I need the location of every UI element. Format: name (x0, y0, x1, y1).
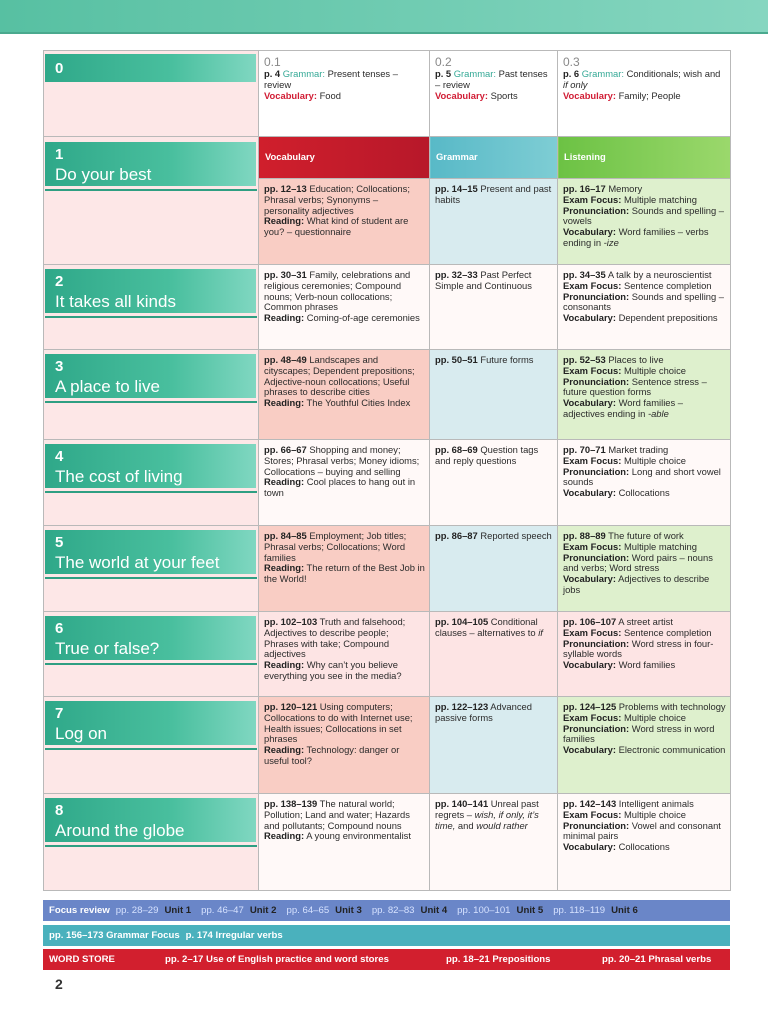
lesson-0-2 (430, 51, 558, 137)
page-ref: pp. 124–125 (563, 701, 617, 712)
pronunciation-label: Pronunciation: (563, 290, 630, 302)
vocabulary-label: Vocabulary: (563, 397, 616, 409)
exam-focus-text: Multiple choice (623, 364, 686, 376)
unit-cell-1 (44, 145, 259, 265)
unit-row-5 (44, 526, 731, 612)
grammar-topic (435, 445, 553, 467)
unit-underline (45, 189, 257, 191)
unit-number: 1 (55, 145, 64, 163)
page-ref: pp. 120–121 (264, 701, 318, 712)
pronunciation-text: Vowel and consonant minimal pairs (563, 819, 721, 842)
page-ref: pp. 48–49 (264, 354, 307, 365)
page-ref: pp. 140–141 (435, 798, 489, 809)
vocabulary-cell (259, 350, 430, 440)
exam-focus-label: Exam Focus: (563, 454, 622, 466)
unit-underline (45, 316, 257, 318)
listening-text: Intelligent animals (618, 798, 694, 809)
vocabulary-text: Family; People (618, 89, 681, 101)
vocabulary-cell (259, 697, 430, 794)
vocabulary-label: Vocabulary: (563, 841, 616, 853)
grammar-topic (435, 355, 553, 366)
unit-label: Unit 1 (164, 905, 192, 916)
grammar-focus-bar (43, 925, 730, 946)
exam-focus-label: Exam Focus: (563, 193, 622, 205)
unit-number: 5 (55, 534, 64, 551)
vocabulary-italic: -able (647, 407, 669, 419)
page-ref: pp. 34–35 (563, 269, 606, 280)
topic-text: Family, celebrations and religious ceremonies; Compound nouns; Verb-noun collocations; Common phrases (264, 269, 411, 313)
grammar-label: Grammar: (453, 68, 496, 79)
vocabulary-text: Sports (490, 89, 518, 101)
unit-label: Unit 6 (611, 905, 638, 916)
page-ref: pp. 102–103 (264, 616, 318, 627)
grammar-topic (435, 799, 553, 831)
exam-focus-label: Exam Focus: (563, 711, 622, 723)
focus-review-item[interactable] (116, 905, 191, 916)
grammar-text: Reported speech (480, 530, 552, 541)
unit-number: 8 (55, 802, 64, 819)
grammar-text: Present tenses – review (264, 68, 398, 90)
unit-number: 6 (55, 620, 64, 637)
grammar-topic (435, 184, 553, 206)
page-ref: pp. 66–67 (264, 444, 307, 455)
grammar-topic (435, 270, 553, 292)
vocabulary-topics (264, 617, 425, 660)
listening-header: Listening (558, 137, 731, 179)
listening-text: Problems with technology (618, 701, 726, 712)
vocabulary-label: Vocabulary: (563, 89, 616, 101)
grammar-cell (430, 265, 558, 350)
contents-table (43, 50, 731, 891)
pronunciation-line (563, 639, 726, 661)
grammar-focus-link[interactable] (49, 930, 180, 941)
exam-focus-label: Exam Focus: (563, 626, 622, 638)
topic-text: Education; Collocations; Phrasal verbs; Synonyms – personality adjectives (264, 183, 410, 216)
pronunciation-label: Pronunciation: (563, 204, 630, 216)
grammar-text: Advanced passive forms (435, 701, 532, 723)
exam-focus-text: Multiple choice (623, 454, 686, 466)
vocabulary-topics (264, 270, 425, 313)
page-ref: pp. 50–51 (435, 354, 478, 365)
lesson-number: 0.3 (563, 55, 580, 69)
page-ref: pp. 28–29 (115, 905, 159, 916)
exam-focus-text: Multiple matching (623, 540, 697, 552)
unit-row-1 (44, 179, 731, 265)
unit-box-0[interactable] (45, 54, 256, 82)
pronunciation-text: Word stress in four-syllable words (563, 637, 714, 660)
vocabulary-text: Word families – adjectives ending in (563, 397, 684, 419)
irregular-verbs-label: Irregular verbs (215, 930, 283, 941)
unit-box-1[interactable] (45, 142, 256, 186)
exam-focus-text: Multiple choice (623, 808, 686, 820)
unit-box-6[interactable] (45, 616, 256, 660)
unit-cell-6 (44, 612, 259, 697)
exam-focus-label: Exam Focus: (563, 279, 622, 291)
page-ref: pp. 142–143 (563, 798, 617, 809)
unit-number: 3 (55, 358, 64, 375)
reading-text: What kind of student are you? – questionnaire (264, 215, 409, 238)
listening-cell (558, 697, 731, 794)
reading-text: Coming-of-age ceremonies (306, 312, 420, 324)
unit-cell-7 (44, 697, 259, 794)
grammar-text: Past Perfect Simple and Continuous (435, 269, 532, 291)
page-ref: pp. 32–33 (435, 269, 478, 280)
topic-text: Truth and falsehood; Adjectives to describe people; Phrases with take; Compound adjectives (264, 616, 406, 660)
page-ref: pp. 106–107 (563, 616, 617, 627)
unit-row-6 (44, 612, 731, 697)
vocabulary-label: Vocabulary: (563, 226, 616, 238)
page-ref: pp. 70–71 (563, 444, 606, 455)
grammar-label: Grammar: (581, 68, 624, 79)
unit-title: A place to live (55, 377, 160, 396)
unit-number: 7 (55, 705, 64, 722)
listening-cell (558, 179, 731, 265)
vocabulary-label: Vocabulary: (563, 487, 616, 499)
listening-text: The future of work (608, 530, 684, 541)
unit-row-0 (44, 51, 731, 137)
focus-review-label: Focus review (49, 905, 110, 916)
grammar-header: Grammar (430, 137, 558, 179)
unit-cell-3 (44, 350, 259, 440)
pronunciation-line (563, 553, 726, 575)
grammar-cell (430, 179, 558, 265)
unit-number: 4 (55, 448, 64, 465)
page-ref: p. 4 (264, 68, 281, 79)
focus-review-item[interactable] (553, 905, 638, 916)
page-ref: pp. 86–87 (435, 530, 478, 541)
vocabulary-text: Collocations (618, 841, 670, 853)
vocabulary-cell (259, 265, 430, 350)
topic-text: Shopping and money; Stores; Phrasal verbs; Money idioms; Collocations – buying and selling (264, 444, 420, 477)
vocabulary-line (563, 488, 726, 499)
pronunciation-label: Pronunciation: (563, 465, 630, 477)
page-ref: pp. 88–89 (563, 530, 606, 541)
vocabulary-cell (259, 794, 430, 891)
reading-line (264, 563, 425, 585)
unit-underline (45, 401, 257, 403)
word-store-bar (43, 949, 730, 970)
reading-text: A young environmentalist (306, 830, 411, 842)
reading-label: Reading: (264, 830, 305, 842)
vocabulary-line (563, 574, 726, 596)
pronunciation-line (563, 206, 726, 228)
page-ref: pp. 100–101 (457, 905, 511, 916)
reading-line (264, 831, 425, 842)
word-store-item[interactable]: pp. 2–17 Use of English practice and word stores (165, 954, 389, 965)
unit-title: Do your best (55, 164, 152, 184)
vocabulary-cell (259, 526, 430, 612)
vocabulary-topics (264, 702, 425, 745)
pronunciation-label: Pronunciation: (563, 819, 630, 831)
page-ref: pp. 12–13 (264, 183, 307, 194)
listening-text: A talk by a neuroscientist (607, 269, 712, 280)
vocabulary-line (563, 227, 726, 249)
grammar-text: Past tenses – review (435, 68, 548, 90)
page-ref: p. 174 (185, 930, 213, 941)
pronunciation-line (563, 821, 726, 843)
grammar-text: Question tags and reply questions (435, 444, 539, 466)
grammar-italic: would rather (476, 819, 528, 831)
pronunciation-label: Pronunciation: (563, 375, 630, 387)
focus-review-items (116, 905, 648, 916)
exam-focus-text: Multiple matching (623, 193, 697, 205)
vocabulary-text: Food (319, 89, 341, 101)
unit-title: The world at your feet (55, 553, 220, 572)
unit-underline (45, 577, 257, 579)
grammar-text: and (455, 819, 477, 831)
unit-cell-2 (44, 265, 259, 350)
grammar-italic: wish, if only, it’s time, (435, 808, 539, 831)
vocabulary-label: Vocabulary: (563, 312, 616, 324)
listening-cell (558, 350, 731, 440)
vocabulary-header: Vocabulary (259, 137, 430, 179)
exam-focus-label: Exam Focus: (563, 808, 622, 820)
grammar-italic: if (538, 626, 543, 638)
reading-line (264, 313, 425, 324)
unit-title: It takes all kinds (55, 292, 176, 311)
grammar-cell (430, 612, 558, 697)
vocabulary-text: Collocations (618, 487, 670, 499)
reading-text: Technology: danger or useful tool? (264, 744, 400, 766)
reading-line (264, 477, 425, 499)
exam-focus-text: Sentence completion (623, 279, 712, 291)
listening-cell (558, 612, 731, 697)
unit-row-4 (44, 440, 731, 526)
reading-line (264, 745, 425, 767)
unit-cell-0 (44, 51, 259, 137)
vocabulary-topics (264, 531, 425, 563)
unit-box-3[interactable] (45, 354, 256, 398)
unit-number: 0 (55, 60, 64, 77)
page-ref: pp. 52–53 (563, 354, 606, 365)
reading-label: Reading: (264, 562, 305, 574)
exam-focus-text: Multiple choice (623, 711, 686, 723)
listening-text: A street artist (618, 616, 673, 627)
exam-focus-text: Sentence completion (623, 626, 712, 638)
unit-cell-5 (44, 526, 259, 612)
page-ref: pp. 46–47 (201, 905, 244, 916)
unit-label: Unit 3 (335, 905, 362, 916)
lesson-0-1 (259, 51, 430, 137)
word-store-label: WORD STORE (49, 954, 115, 965)
focus-review-bar (43, 900, 730, 921)
unit-number: 2 (55, 273, 64, 290)
grammar-text: Present and past habits (435, 183, 552, 205)
unit-title: True or false? (55, 639, 160, 658)
listening-text: Memory (608, 183, 643, 194)
grammar-italic: if only (563, 78, 588, 90)
unit-row-2 (44, 265, 731, 350)
pronunciation-line (563, 724, 726, 746)
vocabulary-topics (264, 799, 425, 831)
vocabulary-line (563, 313, 726, 324)
listening-text: Places to live (608, 354, 664, 365)
irregular-verbs-link[interactable] (186, 930, 283, 941)
focus-review-item[interactable] (201, 905, 276, 916)
vocabulary-label: Vocabulary: (563, 573, 616, 585)
vocabulary-line (563, 842, 726, 853)
unit-box-7[interactable] (45, 701, 256, 745)
vocabulary-cell (259, 612, 430, 697)
vocabulary-label: Vocabulary: (264, 89, 317, 101)
unit-title: Log on (55, 724, 107, 743)
pronunciation-text: Long and short vowel sounds (563, 465, 721, 488)
unit-label: Unit 4 (420, 905, 448, 916)
vocabulary-cell (259, 179, 430, 265)
page-ref: pp. 122–123 (435, 701, 489, 712)
page-ref: pp. 104–105 (435, 616, 489, 627)
page-ref: pp. 14–15 (435, 183, 478, 194)
reading-label: Reading: (264, 476, 305, 488)
page-ref: pp. 138–139 (264, 798, 318, 809)
reading-label: Reading: (264, 312, 305, 324)
vocabulary-cell (259, 440, 430, 526)
unit-title: Around the globe (55, 821, 185, 840)
grammar-cell (430, 794, 558, 891)
reading-line (264, 216, 425, 238)
vocabulary-topics (264, 184, 425, 216)
unit-box-5[interactable] (45, 530, 256, 574)
vocabulary-text: Dependent prepositions (618, 312, 718, 324)
reading-label: Reading: (264, 215, 305, 227)
topic-text: Landscapes and cityscapes; Dependent prepositions; Adjective-noun collocations; Useful phrases to describe cities (264, 354, 415, 398)
unit-underline (45, 845, 257, 847)
listening-cell (558, 440, 731, 526)
grammar-cell (430, 697, 558, 794)
pronunciation-label: Pronunciation: (563, 722, 630, 734)
unit-cell-4 (44, 440, 259, 526)
focus-review-item[interactable] (457, 905, 543, 916)
word-store-item[interactable]: pp. 20–21 Phrasal verbs (602, 954, 712, 965)
vocabulary-line (563, 660, 726, 671)
vocabulary-text: Word families (618, 659, 676, 671)
grammar-text: Conditionals; wish and (626, 68, 721, 79)
unit-cell-8 (44, 794, 259, 891)
grammar-topic (435, 531, 553, 542)
pronunciation-text: Sounds and spelling – vowels (563, 204, 725, 227)
unit-underline (45, 748, 257, 750)
vocabulary-topics (264, 355, 425, 398)
vocabulary-text: Electronic communication (618, 744, 726, 756)
grammar-topic (435, 617, 553, 639)
listening-text: Market trading (608, 444, 669, 455)
vocabulary-italic: -ize (603, 236, 619, 248)
reading-line (264, 398, 425, 409)
vocabulary-label: Vocabulary: (563, 744, 616, 756)
page-ref: pp. 84–85 (264, 530, 307, 541)
reading-label: Reading: (264, 659, 305, 671)
page-ref: pp. 156–173 (49, 930, 104, 941)
unit-box-4[interactable] (45, 444, 256, 488)
page-ref: pp. 30–31 (264, 269, 307, 280)
vocabulary-label: Vocabulary: (563, 659, 616, 671)
unit-label: Unit 5 (516, 905, 544, 916)
page-number: 2 (55, 976, 63, 992)
vocabulary-line (563, 398, 726, 420)
reading-text: Cool places to hang out in town (264, 476, 416, 499)
listening-cell (558, 526, 731, 612)
focus-review-item[interactable] (372, 905, 447, 916)
vocabulary-text: Adjectives to describe jobs (563, 573, 710, 595)
listening-cell (558, 265, 731, 350)
exam-focus-label: Exam Focus: (563, 364, 622, 376)
grammar-cell (430, 440, 558, 526)
unit-row-3 (44, 350, 731, 440)
reading-text: Why can’t you believe everything you see in the media? (264, 659, 402, 681)
topic-text: Using computers; Collocations to do with Internet use; Health issues; Collocations in set phrases (264, 701, 413, 745)
grammar-topic (435, 702, 553, 724)
reading-text: The Youthful Cities Index (306, 397, 411, 409)
header-rule (0, 32, 768, 34)
lesson-number: 0.2 (435, 55, 452, 69)
unit-underline (45, 491, 257, 493)
grammar-text: Future forms (480, 354, 534, 365)
reading-line (264, 660, 425, 682)
unit-box-8[interactable] (45, 798, 256, 842)
page-ref: pp. 118–119 (553, 905, 606, 916)
grammar-text: Unreal past regrets – (435, 798, 539, 820)
page-ref: pp. 82–83 (371, 905, 415, 916)
grammar-cell (430, 526, 558, 612)
pronunciation-line (563, 467, 726, 489)
vocabulary-line (563, 745, 726, 756)
vocabulary-topics (264, 445, 425, 477)
vocabulary-text: Word families – verbs ending in (563, 226, 709, 248)
listening-cell (558, 794, 731, 891)
page-ref: p. 5 (435, 68, 452, 79)
unit-underline (45, 663, 257, 665)
grammar-focus-label: Grammar Focus (106, 930, 180, 941)
pronunciation-text: Word pairs – nouns and verbs; Word stress (563, 551, 713, 574)
grammar-cell (430, 350, 558, 440)
pronunciation-text: Word stress in word families (563, 722, 715, 745)
page-ref: p. 6 (563, 68, 580, 79)
pronunciation-text: Sentence stress – future question forms (563, 375, 707, 398)
unit-label: Unit 2 (249, 905, 277, 916)
pronunciation-text: Sounds and spelling – consonants (563, 290, 725, 313)
reading-text: The return of the Best Job in the World! (264, 562, 425, 585)
lesson-number: 0.1 (264, 55, 281, 69)
unit-row-7 (44, 697, 731, 794)
focus-review-item[interactable] (286, 905, 361, 916)
vocabulary-label: Vocabulary: (435, 89, 488, 101)
pronunciation-line (563, 292, 726, 314)
unit-row-8 (44, 794, 731, 891)
pronunciation-label: Pronunciation: (563, 637, 630, 649)
word-store-item[interactable]: pp. 18–21 Prepositions (446, 954, 551, 965)
grammar-label: Grammar: (282, 68, 325, 79)
exam-focus-label: Exam Focus: (563, 540, 622, 552)
topic-text: Employment; Job titles; Phrasal verbs; Collocations; Word families (264, 530, 407, 563)
unit-box-2[interactable] (45, 269, 256, 313)
lesson-0-3 (558, 51, 731, 137)
topic-text: The natural world; Pollution; Land and water; Hazards and pollutants; Compound nouns (264, 798, 410, 831)
grammar-text: Conditional clauses – alternatives to (435, 616, 539, 638)
reading-label: Reading: (264, 744, 305, 756)
page-ref: pp. 16–17 (563, 183, 606, 194)
pronunciation-line (563, 377, 726, 399)
page-ref: pp. 64–65 (286, 905, 330, 916)
reading-label: Reading: (264, 397, 305, 409)
pronunciation-label: Pronunciation: (563, 551, 630, 563)
header-band (0, 0, 768, 32)
page-ref: pp. 68–69 (435, 444, 478, 455)
unit-title: The cost of living (55, 467, 183, 486)
